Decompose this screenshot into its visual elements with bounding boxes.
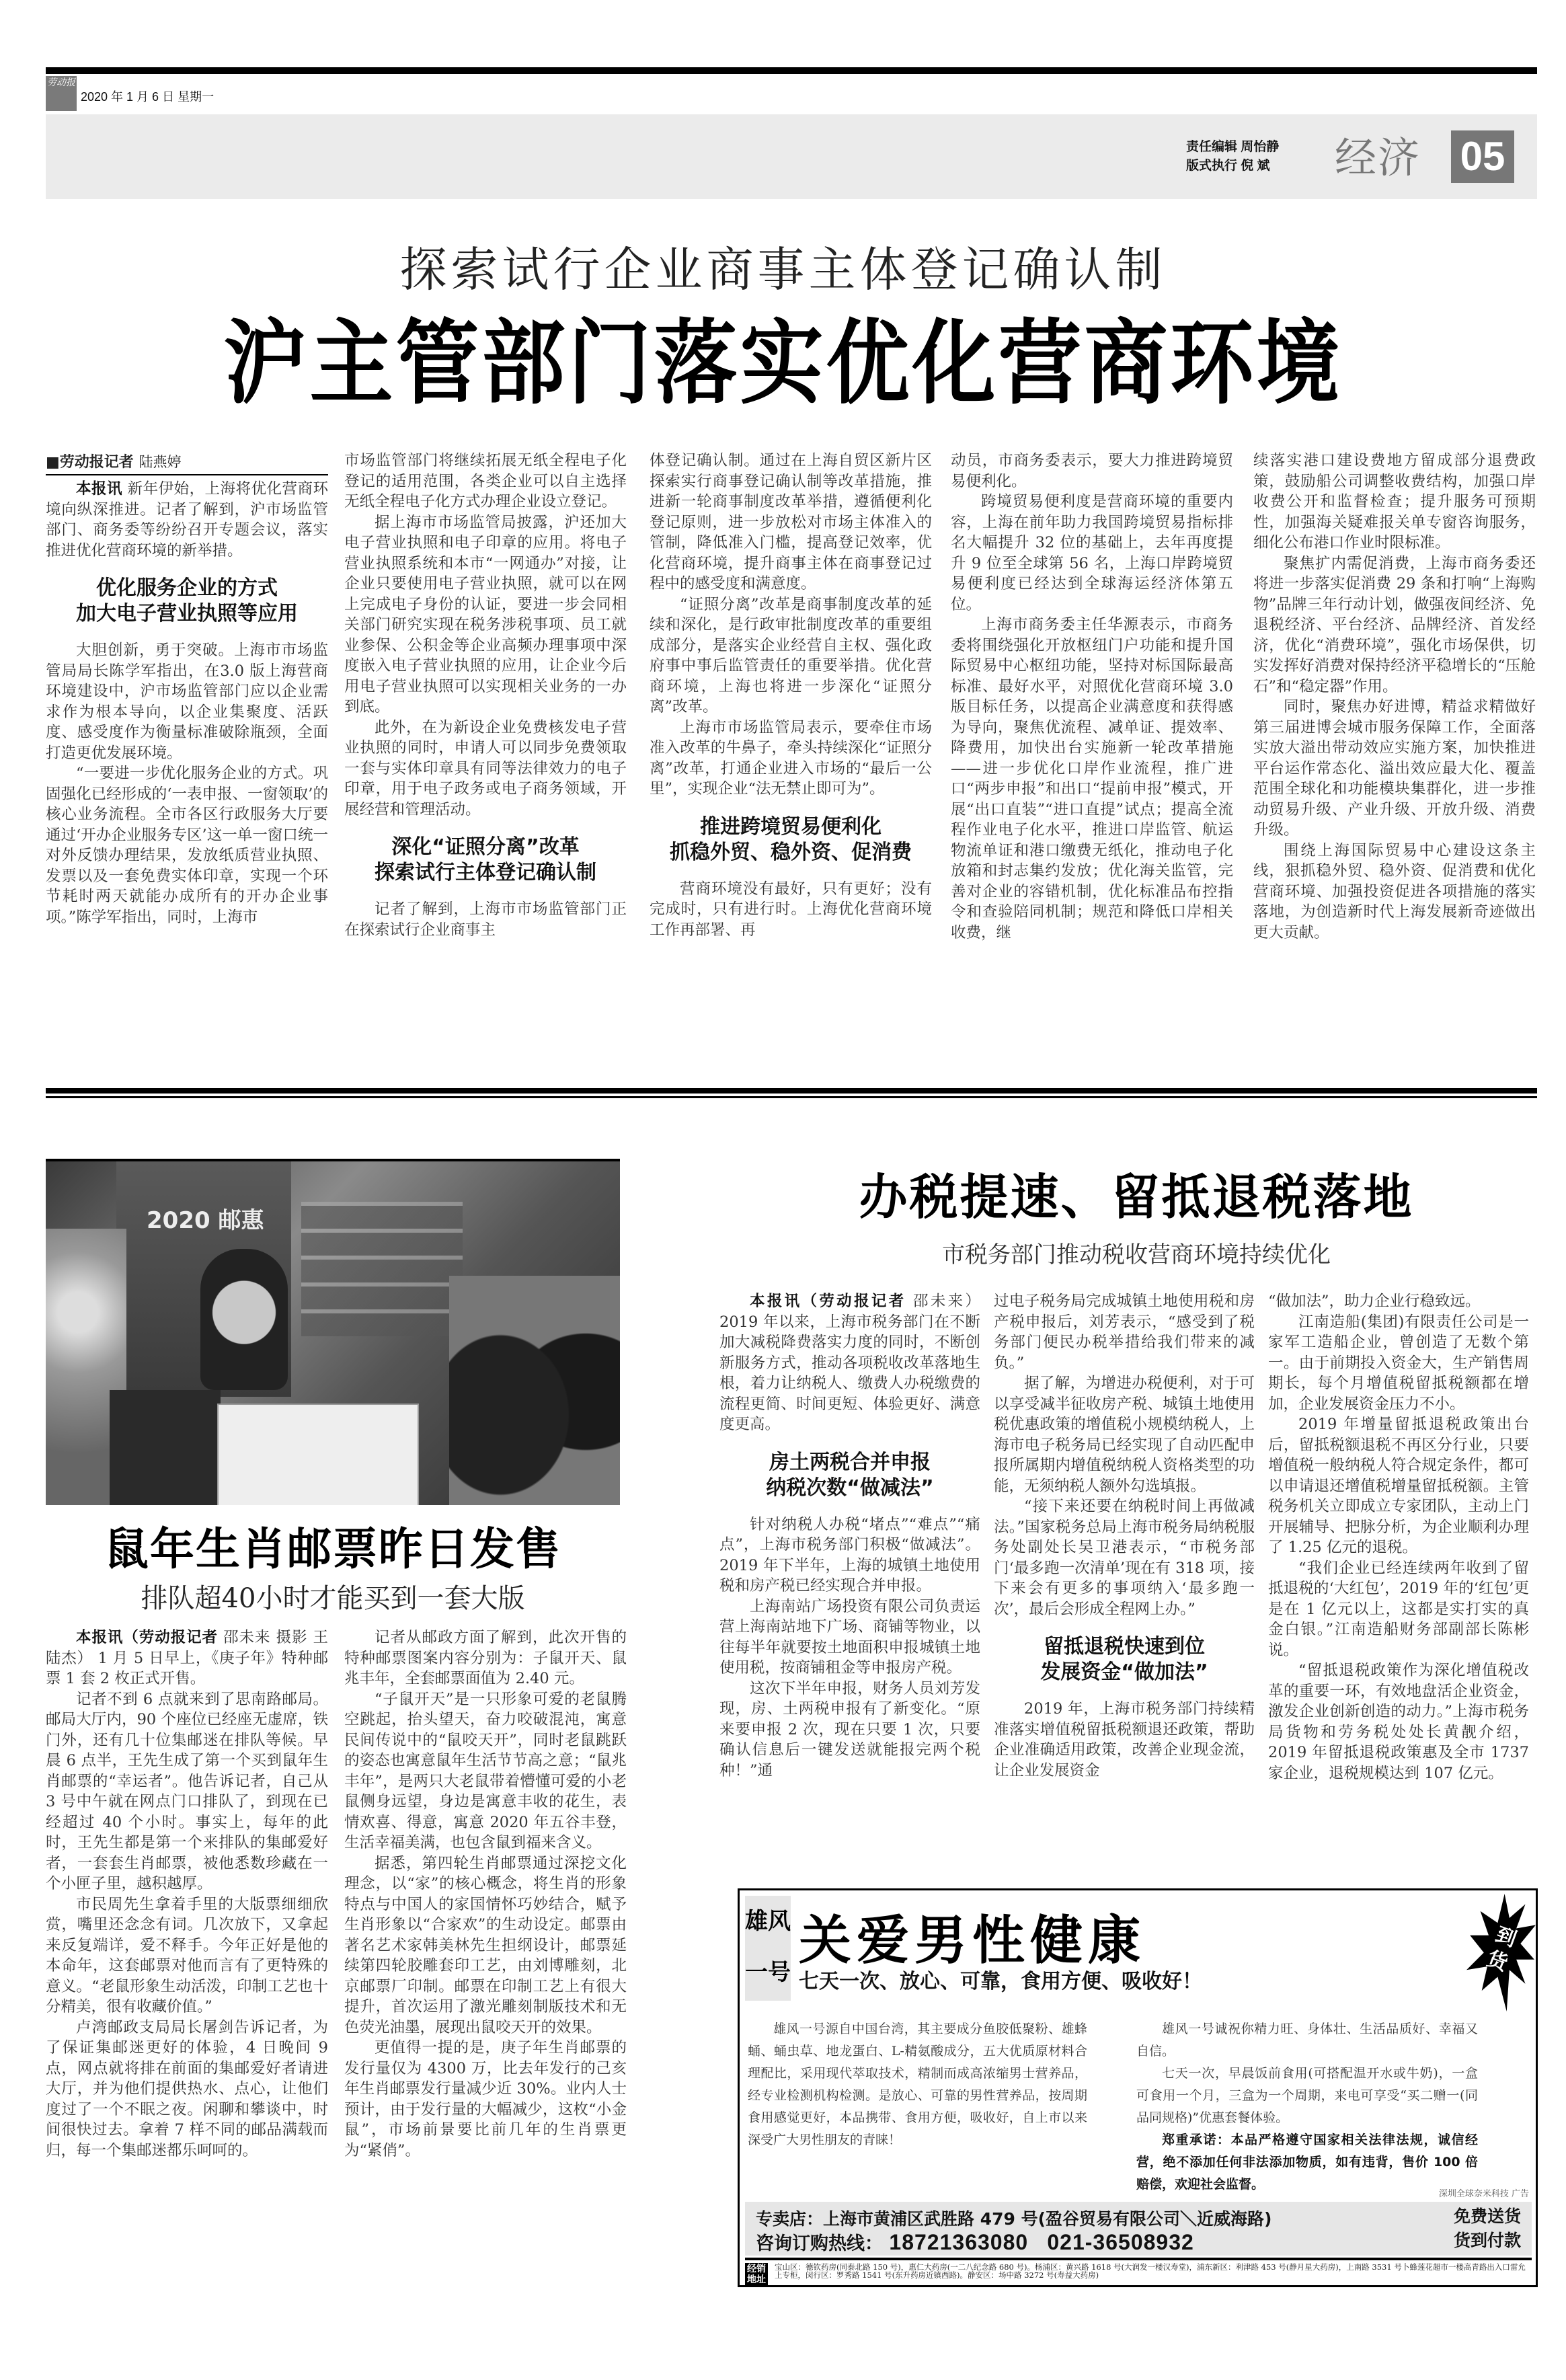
- paragraph-text: 针对纳税人办税“堵点”“难点”“痛点”，上海市税务部门积极“做减法”。2019 年下半年，上海的城镇土地使用税和房产税已经实现合并申报。: [719, 1515, 980, 1595]
- ad-promise-label: 郑重承诺: [1162, 2133, 1217, 2147]
- ad-paragraph: 雄风一号诚祝你精力旺、身体壮、生活品质好、幸福又自信。: [1136, 2022, 1478, 2059]
- paragraph: [46, 2018, 328, 2161]
- paragraph-text: “做加法”，助力企业行稳致远。: [1268, 1293, 1481, 1310]
- paragraph: [994, 1291, 1255, 1373]
- paragraph-text: 2019 年增量留抵退税政策出台后，留抵税额退税不再区分行业，只要增值税一般纳税人符合规定条件，都可以申请退还增值税增量留抵税额。主管税务机关立即成立专家团队，主动上门开展辅导、把脉分析，为企业顺利办理了 1.25 亿元的退税。: [1268, 1416, 1529, 1556]
- paragraph-text: 邵未来） 2019 年以来，上海市税务部门在不断加大减税降费落实力度的同时，不断创新服务方式，推动各项税收改革落地生根，着力让纳税人、缴费人办税缴费的流程更简、时间更短、体验更好、满意度更高。: [719, 1293, 980, 1433]
- issue-date: 2020 年 1 月 6 日 星期一: [81, 90, 214, 104]
- paragraph: [650, 594, 932, 718]
- subheading-line: 纳税次数“做减法”: [766, 1475, 934, 1500]
- subheading-line: 抓稳外贸、稳外资、促消费: [670, 840, 912, 864]
- ad-burst-text: 到货: [1483, 1923, 1520, 1976]
- lead-byline: [46, 451, 328, 475]
- paragraph: [1268, 1558, 1529, 1661]
- ad-body-right: [1136, 2018, 1478, 2196]
- tax-subheadline: 市税务部门推动税收营商环境持续优化: [942, 1241, 1331, 1268]
- paragraph-text: 记者从邮政方面了解到，此次开售的特种邮票图案内容分别为：子鼠开天、鼠兆丰年，全套邮票面值为 2.40 元。: [344, 1629, 627, 1687]
- paragraph-text: “留抵退税政策作为深化增值税改革的重要一环，有效地盘活企业资金，激发企业创新创造的动力。”上海市税务局货物和劳务税处处长黄靓介绍，2019 年留抵退税政策惠及全市 1737 家企业，退税规模达到 107 亿元。: [1268, 1662, 1529, 1782]
- paragraph-text: 动员，市商务委表示，要大力推进跨境贸易便利化。: [951, 452, 1233, 490]
- paragraph-text: 围绕上海国际贸易中心建设这条主线，狠抓稳外贸、稳外资、促消费和优化营商环境、加强投资促进各项措施的落实落地，为创造新时代上海发展新奇迹做出更大贡献。: [1253, 841, 1536, 942]
- tax-column-2: [994, 1291, 1255, 1781]
- paragraph-text: 卢湾邮政支局局长屠剑告诉记者，为了保证集邮迷更好的体验，4 日晚间 9 点，网点就将排在前面的集邮爱好者请进大厅，并为他们提供热水、点心，让他们度过了一个不眠之夜。闲聊和攀谈中，时间很快过去。拿着 7 样不同的邮品满载而归，每一个集邮迷都乐呵呵的。: [46, 2018, 328, 2159]
- paragraph: [46, 640, 328, 763]
- paragraph: [46, 479, 328, 561]
- paragraph-text: 邵未来 摄影 王陆杰） 1 月 5 日早上，《庚子年》特种邮票 1 套 2 枚正式开售。: [46, 1629, 328, 1687]
- paragraph-text: 体登记确认制。通过在上海自贸区新片区探索实行商事登记确认制等改革措施，推进新一轮商事制度改革举措，遵循便利化登记原则，进一步放松对市场主体准入的管制，降低准入门槛，提高登记效率，优化营商环境，提升商事主体在商事登记过程中的感受度和满意度。: [650, 452, 932, 592]
- subheading-line: 加大电子营业执照等应用: [76, 602, 298, 625]
- paragraph-text: 江南造船(集团)有限责任公司是一家军工造船企业，曾创造了无数个第一。由于前期投入资金大，生产销售周期长，每个月增值税留抵税额都在增加，企业发展资金压力不小。: [1268, 1313, 1529, 1413]
- ad-promise: [1136, 2129, 1478, 2196]
- paragraph: [344, 718, 627, 820]
- paragraph-text: 聚焦扩内需促消费，上海市商务委还将进一步落实促消费 29 条和打响“上海购物”品牌三年行动计划，做强夜间经济、免退税经济、平台经济、品牌经济、首发经济，优化“消费环境”，强化市场保供，切实发挥好消费对保持经济平稳增长的“压舱石”和“稳定器”作用。: [1253, 554, 1536, 695]
- subheading: [46, 576, 328, 627]
- subheading: [650, 814, 932, 866]
- paragraph-text: 据了解，为增进办税便利，对于可以享受减半征收房产税、城镇土地使用税优惠政策的增值税小规模纳税人，上海市电子税务局已经实现了自动匹配申报所属期内增值税纳税人资格类型的功能，无须纳税人额外勾选填报。: [994, 1375, 1255, 1495]
- dateline: 本报讯（劳动报记者: [750, 1293, 906, 1310]
- ad-promise-text: ：本品严格遵守国家相关法律法规，诚信经营，绝不添加任何非法添加物质，如有违背，售价 100 倍赔偿，欢迎社会监督。: [1136, 2133, 1478, 2192]
- ad-delivery-line: 货到付款: [1453, 2231, 1521, 2250]
- paragraph: [650, 718, 932, 800]
- ad-store-address: 专卖店：上海市黄浦区武胜路 479 号(盈谷贸易有限公司＼近威海路): [756, 2209, 1272, 2229]
- paragraph-text: 据上海市市场监管局披露，沪还加大电子营业执照和电子印章的应用。将电子营业执照系统和本市“一网通办”对接，让企业只要使用电子营业执照，就可以在网上完成电子身份的认证，要进一步会同相关部门研究实现在税务涉税事项、员工就业参保、公积金等企业高频办理事项中深度嵌入电子营业执照的应用，让企业今后用电子营业执照可以实现相关业务的一办到底。: [344, 513, 627, 716]
- lead-headline: 沪主管部门落实优化营商环境: [223, 310, 1343, 418]
- subheading-line: 深化“证照分离”改革: [391, 835, 580, 859]
- stamp-subheadline: 排队超40小时才能买到一套大版: [141, 1583, 525, 1614]
- paragraph: [994, 1699, 1255, 1781]
- lead-column-1: [46, 479, 328, 927]
- paragraph-text: 更值得一提的是，庚子年生肖邮票的发行量仅为 4300 万，比去年发行的己亥年生肖邮票发行量减少近 30%。业内人士预计，由于发行量的大幅减少，这枚“小金鼠”，市场前景要比前几年的生肖票更为“紧俏”。: [344, 2039, 627, 2159]
- paragraph: [46, 1689, 328, 1894]
- ad-paragraph: 雄风一号源自中国台湾，其主要成分鱼胶低聚粉、雄蜂蛹、蛹虫草、地龙蛋白、L-精氨酸成分，五大优质原材料合理配比，采用现代萃取技术，精制而成高浓缩男士营养品，经专业检测机构检测。是放心、可靠的男性营养品，按周期食用感觉更好，本品携带、食用方便，吸收好，自上市以来深受广大男性朋友的青睐！: [748, 2022, 1087, 2147]
- stamp-column-2: [344, 1627, 627, 2161]
- paragraph-text: 同时，聚焦办好进博，精益求精做好第三届进博会城市服务保障工作，全面落实放大溢出带动效应实施方案，加快推进平台运作常态化、溢出效应最大化、覆盖范围全球化和功能模块集群化，进一步推动贸易升级、产业升级、开放升级、消费升级。: [1253, 698, 1536, 839]
- subheading: [994, 1634, 1255, 1685]
- paragraph: [719, 1597, 980, 1679]
- paragraph-text: 大胆创新，勇于突破。上海市市场监管局局长陈学军指出，在3.0 版上海营商环境建设中，沪市场监管部门应以企业需求作为根本导向，以企业集聚度、活跃度、感受度作为衡量标准破除瓶颈，全面打造更优发展环境。: [46, 642, 328, 762]
- paragraph: [719, 1679, 980, 1781]
- tax-headline: 办税提速、留抵退税落地: [859, 1169, 1414, 1225]
- ad-title: 关爱男性健康: [799, 1911, 1146, 1971]
- paragraph: [994, 1496, 1255, 1619]
- tax-column-1: [719, 1291, 980, 1781]
- paragraph: [344, 1853, 627, 2038]
- section-name: 经济: [1335, 133, 1421, 182]
- paragraph-text: 记者不到 6 点就来到了思南路邮局。邮局大厅内，90 个座位已经座无虚席，铁门外，还有几十位集邮迷在排队等候。早晨 6 点半，王先生成了第一个买到鼠年生肖邮票的“幸运者”。他告诉记者，自己从 3 号中午就在网点门口排队了，到现在已经超过 40 个小时。事实上，每年的此时，王先生都是第一个来排队的集邮爱好者，一套套生肖邮票，被他悉数珍藏在一个小匣子里，越积越厚。: [46, 1690, 328, 1892]
- paragraph: [1268, 1414, 1529, 1558]
- subheading-line: 推进跨境贸易便利化: [700, 814, 882, 839]
- subheading-line: 探索试行主体登记确认制: [375, 861, 596, 884]
- paragraph: [719, 1514, 980, 1597]
- dateline: 本报讯: [76, 480, 122, 498]
- paragraph-text: 记者了解到，上海市市场监管部门正在探索试行企业商事主: [344, 900, 627, 939]
- subheading-line: 优化服务企业的方式: [96, 576, 278, 600]
- paragraph-text: 2019 年，上海市税务部门持续精准落实增值税留抵税额退还政策，帮助企业准确适用政策，改善企业现金流，让企业发展资金: [994, 1700, 1255, 1779]
- paragraph-text: 据悉，第四轮生肖邮票通过深挖文化理念，以“家”的核心概念，将生肖的形象特点与中国人的家国情怀巧妙结合，赋予生肖形象以“合家欢”的生动设定。邮票由著名艺术家韩美林先生担纲设计，邮票延续第四轮胶雕套印工艺，由刘博雕刻，北京邮票厂印制。邮票在印制工艺上有很大提升，首次运用了激光雕刻制版技术和无色荧光油墨，展现出鼠咬天开的效果。: [344, 1854, 627, 2036]
- paragraph-text: “接下来还要在纳税时间上再做减法。”国家税务总局上海市税务局纳税服务处副处长吴卫港表示，“市税务部门‘最多跑一次清单’现在有 318 项，接下来会有更多的事项纳入‘最多跑一次’，最后会形成全程网上办。”: [994, 1498, 1255, 1618]
- paragraph: [344, 1689, 627, 1853]
- dateline: 本报讯（劳动报记者: [76, 1629, 218, 1646]
- paragraph: [46, 1627, 328, 1689]
- photo-background-shelves: [301, 1202, 463, 1336]
- tax-column-3: [1268, 1291, 1529, 1783]
- paragraph: [1253, 841, 1536, 944]
- ad-brand-line: 雄风: [745, 1908, 791, 1935]
- byline-label: ■劳动报记者: [46, 454, 134, 471]
- layout-line: 版式执行 倪 斌: [1186, 159, 1270, 173]
- paragraph-text: 上海南站广场投资有限公司负责运营上海南站地下广场、商铺等物业，以往每半年就要按土地面积申报城镇土地使用税，按商铺租金等申报房产税。: [719, 1597, 980, 1677]
- lead-column-4: [951, 451, 1233, 943]
- paragraph: [1268, 1291, 1529, 1312]
- masthead-rule: [46, 67, 1537, 74]
- ad-slogan: 七天一次、放心、可靠，食用方便、吸收好！: [799, 1970, 1202, 1993]
- ad-delivery-line: 免费送货: [1453, 2206, 1521, 2226]
- ad-contact-box: [745, 2202, 1532, 2256]
- stamp-column-1: [46, 1627, 328, 2161]
- paragraph: [951, 492, 1233, 615]
- paragraph: [344, 451, 627, 512]
- page-number: 05: [1451, 130, 1514, 183]
- subheading: [719, 1450, 980, 1501]
- lead-column-3: [650, 451, 932, 940]
- newspaper-logo: 劳动报: [46, 76, 77, 111]
- section-divider-thin: [46, 1096, 1537, 1098]
- ad-paragraph: 七天一次，早晨饭前食用(可搭配温开水或牛奶)，一盒可食用一个月，三盒为一个周期，来电可享受“买二赠一(同品同规格)”优惠套餐体验。: [1136, 2066, 1478, 2125]
- stamp-headline: 鼠年生肖邮票昨日发售: [104, 1523, 561, 1575]
- photo-poster-text: 2020 邮惠: [147, 1207, 264, 1234]
- paragraph-text: “证照分离”改革是商事制度改革的延续和深化，是行政审批制度改革的重要组成部分，是落实企业经营自主权、强化政府事中事后监管责任的重要举措。优化营商环境，上海也将进一步深化“证照分离”改革。: [650, 595, 932, 716]
- paragraph: [719, 1291, 980, 1435]
- advertisement: [738, 1888, 1538, 2287]
- paragraph: [650, 879, 932, 941]
- paragraph: [1268, 1312, 1529, 1415]
- ad-hotline-landline: 021-36508932: [1047, 2230, 1194, 2254]
- photo-stamp-sheet: [217, 1404, 419, 1505]
- lead-kicker: 探索试行企业商事主体登记确认制: [399, 242, 1167, 297]
- byline-name: 陆燕婷: [139, 454, 182, 470]
- paragraph-text: 跨境贸易便利度是营商环境的重要内容，上海在前年助力我国跨境贸易指标排名大幅提升 32 位的基础上，去年再度提升 9 位至全球第 56 名，上海口岸跨境贸易便利度已经达到全球海运经济体第五位。: [951, 493, 1233, 613]
- paragraph: [344, 899, 627, 940]
- paragraph-text: 营商环境没有最好，只有更好；没有完成时，只有进行时。上海优化营商环境工作再部署、再: [650, 880, 932, 939]
- ad-delivery-terms: [1454, 2204, 1521, 2253]
- paragraph-text: 过电子税务局完成城镇土地使用税和房产税申报后，刘芳表示，“感受到了税务部门便民办税举措给我们带来的减负。”: [994, 1293, 1255, 1372]
- paragraph: [994, 1373, 1255, 1496]
- paragraph-text: 此外，在为新设企业免费核发电子营业执照的同时，申请人可以同步免费领取一套与实体印章具有同等法律效力的电子印章，用于电子政务或电子商务领域，开展经营和管理活动。: [344, 718, 627, 818]
- paragraph: [344, 512, 627, 718]
- paragraph: [951, 451, 1233, 492]
- lead-column-5: [1253, 451, 1536, 943]
- ad-body-left: [748, 2018, 1087, 2151]
- paragraph-text: 续落实港口建设费地方留成部分退费政策，鼓励船公司调整收费结构，加强口岸收费公开和监督检查；提升服务可预期性，加强海关疑难报关单专窗咨询服务，细化公布港口作业时限标准。: [1253, 452, 1536, 551]
- subheading-line: 发展资金“做加法”: [1040, 1660, 1208, 1684]
- subheading-line: 留抵退税快速到位: [1044, 1635, 1205, 1658]
- editor-credits: [1186, 138, 1279, 176]
- ad-hotline-label: 咨询订购热线：: [756, 2233, 883, 2254]
- lead-column-2: [344, 451, 627, 940]
- stamp-photo: [46, 1159, 620, 1505]
- ad-brand-block: [745, 1896, 791, 2001]
- paragraph-text: “我们企业已经连续两年收到了留抵退税的‘大红包’，2019 年的‘红包’更是在 1 亿元以上，这都是实打实的真金白银。”江南造船财务部副部长陈彬说。: [1268, 1559, 1529, 1659]
- ad-distributor-label: 经销地址: [745, 2263, 768, 2286]
- paragraph-text: “一要进一步优化服务企业的方式。巩固强化已经形成的‘一表申报、一窗领取’的核心业务流程。全市各区行政服务大厅要通过‘开办企业服务专区’这一单一窗口统一对外反馈办理结果，发放纸质营业执照、发票以及一套免费实体印章，实现一个环节耗时两天就能办成所有的开办企业事项。”陈学军指出，同时，上海市: [46, 765, 328, 926]
- paragraph-text: 市场监管部门将继续拓展无纸全程电子化登记的适用范围，各类企业可以自主选择无纸全程电子化方式办理企业设立登记。: [344, 452, 627, 510]
- editor-line: 责任编辑 周怡静: [1186, 140, 1280, 154]
- paragraph: [344, 2038, 627, 2161]
- photo-stamp-folder: [110, 1390, 221, 1505]
- ad-brand-line: 一号: [745, 1959, 791, 1986]
- subheading: [344, 835, 627, 886]
- ad-rule: [745, 2258, 1532, 2260]
- ad-hotline: [756, 2229, 1194, 2255]
- section-band: [46, 114, 1537, 199]
- paragraph: [46, 1894, 328, 2018]
- ad-sponsor: 深圳全球奈米科技 广告: [1438, 2189, 1529, 2199]
- paragraph-text: 市民周先生拿着手里的大版票细细欣赏，嘴里还念念有词。几次放下，又拿起来反复端详，爱不释手。今年正好是他的本命年，这套邮票对他而言有了更特殊的意义。“老鼠形象生动活泼，印制工艺也十分精美，很有收藏价值。”: [46, 1895, 328, 2016]
- paragraph-text: 这次下半年申报，财务人员刘芳发现，房、土两税申报有了新变化。“原来要申报 2 次，现在只要 1 次，只要确认信息后一键发送就能报完两个税种！”通: [719, 1679, 980, 1779]
- paragraph: [1253, 697, 1536, 841]
- ad-distributor-list: 宝山区：德钦药房(同泰北路 150 号)，惠仁大药房(一二八纪念路 680 号)。杨浦区：黄兴路 1618 号(大润发一楼汉寿堂)，浦东新区：利津路 453 号(静月星大药房)，上南路 3531 号卜蜂莲花超市一楼高青路出入口雷允上专柜，闵行区：罗秀路 1541 号(东升药房近镇西路)。静安区：场中路 3272 号(寿益大药房): [775, 2262, 1526, 2280]
- subheading-line: 房土两税合并申报: [769, 1450, 931, 1474]
- paragraph: [344, 1627, 627, 1689]
- paragraph-text: 上海市商务委主任华源表示，市商务委将围绕强化开放枢纽门户功能和提升国际贸易中心枢纽功能，坚持对标国际最高标准、最好水平，对照优化营商环境 3.0 版目标任务，以提高企业满意度和获得感为导向，聚焦优流程、减单证、提效率、降费用，加快出台实施新一轮改革措施——进一步优化口岸作业流程，推广进口“两步申报”和出口“提前申报”模式，开展“出口直装”“进口直提”试点；提高全流程作业电子化水平，推进口岸监管、航运物流单证和港口缴费无纸化，推动电子化放箱和封志集约发放；优化海关监管，完善对企业的容错机制，优化标准品布控指令和查验陪同机制；规范和降低口岸相关收费，继: [951, 616, 1233, 942]
- paragraph: [1253, 553, 1536, 697]
- section-divider: [46, 1088, 1537, 1093]
- ad-hotline-mobile: 18721363080: [889, 2230, 1029, 2254]
- paragraph: [650, 451, 932, 594]
- photo-crowd: [449, 1276, 620, 1505]
- paragraph-text: “子鼠开天”是一只形象可爱的老鼠腾空跳起，抬头望天，奋力咬破混沌，寓意民间传说中的“鼠咬天开”，同时老鼠跳跃的姿态也寓意鼠年生活节节高之意；“鼠兆丰年”，是两只大老鼠带着懵懂可爱的小老鼠侧身远望，身边是寓意丰收的花生，表情欢喜、得意，寓意 2020 年五谷丰登，生活幸福美满，也包含鼠到福来含义。: [344, 1690, 627, 1851]
- paragraph-text: 上海市市场监管局表示，要牵住市场准入改革的牛鼻子，牵头持续深化“证照分离”改革，打通企业进入市场的“最后一公里”，实现企业“法无禁止即可为”。: [650, 718, 932, 798]
- paragraph: [1253, 451, 1536, 553]
- ad-distributors: [745, 2263, 1532, 2286]
- paragraph: [46, 763, 328, 927]
- paragraph: [951, 615, 1233, 943]
- photo-collector: [200, 1249, 288, 1390]
- paragraph: [1268, 1660, 1529, 1783]
- paragraph-text: 新年伊始，上海将优化营商环境向纵深推进。记者了解到，沪市场监管部门、商务委等纷纷召开专题会议，落实推进优化营商环境的新举措。: [46, 480, 328, 560]
